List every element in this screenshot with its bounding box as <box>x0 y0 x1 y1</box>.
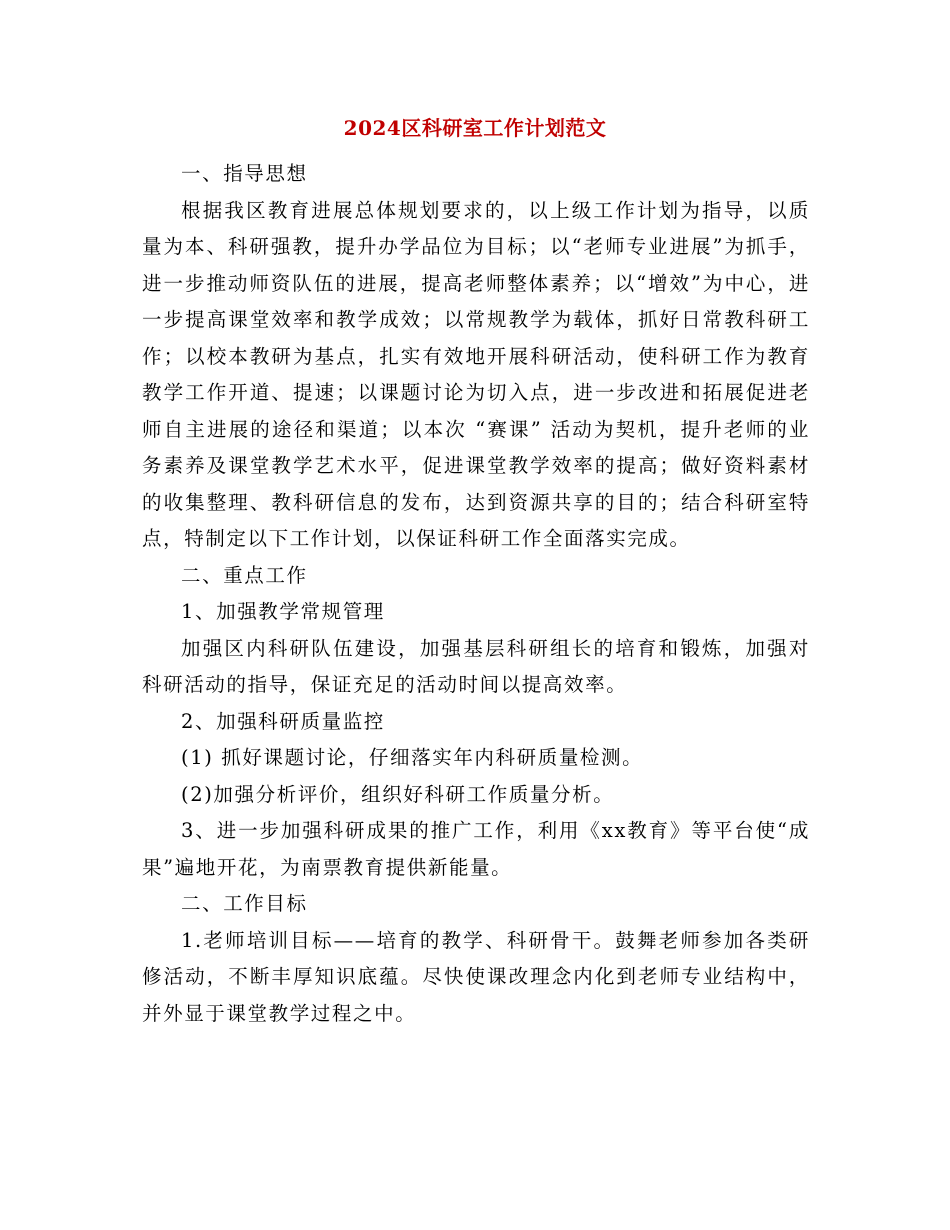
subheading-teaching-routine: 1、加强教学常规管理 <box>181 600 385 623</box>
document-title: 2024区科研室工作计划范文 <box>343 116 607 140</box>
heading-key-work: 二、重点工作 <box>181 563 308 587</box>
list-item-quality-2: (2)加强分析评价，组织好科研工作质量分析。 <box>181 782 615 806</box>
heading-work-goals: 二、工作目标 <box>181 892 308 915</box>
subheading-quality-monitoring: 2、加强科研质量监控 <box>181 709 385 733</box>
paragraph-teacher-training-goal: 1.老师培训目标——培育的教学、科研骨干。鼓舞老师参加各类研修活动，不断丰厚知识底蕴。尽快使课改理念内化到老师专业结构中，并外显于课堂教学过程之中。 <box>142 928 810 1025</box>
document-body <box>142 156 810 1032</box>
heading-guiding-ideology: 一、指导思想 <box>181 162 308 185</box>
list-item-quality-1: (1) 抓好课题讨论，仔细落实年内科研质量检测。 <box>181 746 644 769</box>
paragraph-guiding-ideology: 根据我区教育进展总体规划要求的，以上级工作计划为指导，以质量为本、科研强教，提升办学品位为目标；以“老师专业进展”为抓手，进一步推动师资队伍的进展，提高老师整体素养；以“增效”为中心，进一步提高课堂效率和教学成效；以常规教学为载体，抓好日常教科研工作；以校本教研为基点，扎实有效地开展科研活动，使科研工作为教育教学工作开道、提速；以课题讨论为切入点，进一步改进和拓展促进老师自主进展的途径和渠道；以本次 “赛课” 活动为契机，提升老师的业务素养及课堂教学艺术水平，促进课堂教学效率的提高；做好资料素材的收集整理、教科研信息的发布，达到资源共享的目的；结合科研室特点，特制定以下工作计划，以保证科研工作全面落实完成。 <box>142 198 810 550</box>
paragraph-teaching-routine: 加强区内科研队伍建设，加强基层科研组长的培育和锻炼，加强对科研活动的指导，保证充足的活动时间以提高效率。 <box>142 636 810 696</box>
paragraph-achievement-promotion: 3、进一步加强科研成果的推广工作，利用《xx教育》等平台使“成果”遍地开花，为南票教育提供新能量。 <box>142 819 810 879</box>
